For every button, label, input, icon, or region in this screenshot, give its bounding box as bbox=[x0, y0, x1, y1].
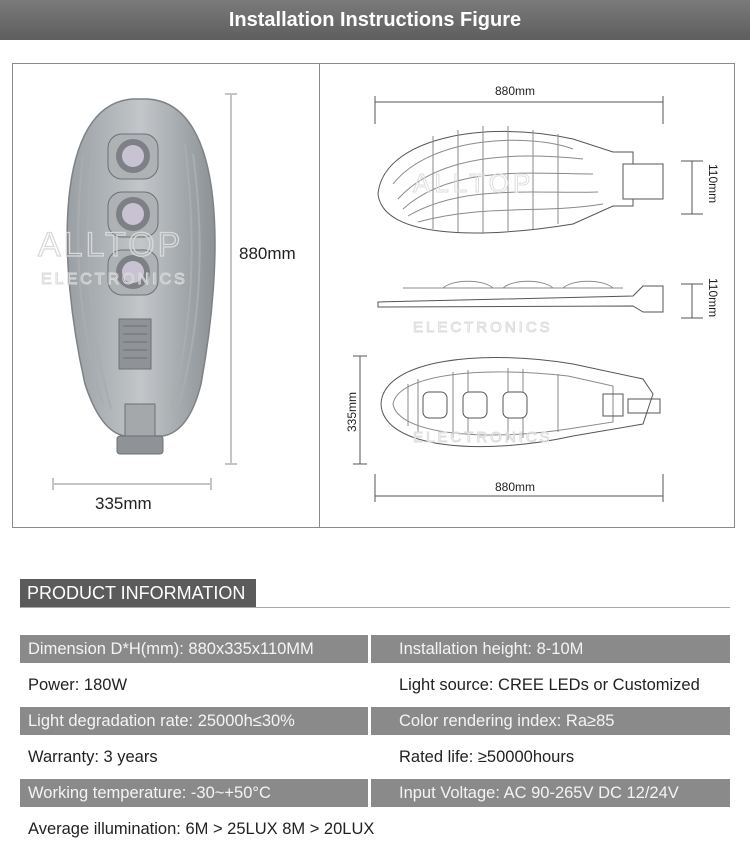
info-cell-left: Average illumination: 6M > 25LUX 8M > 20LUX bbox=[28, 819, 375, 838]
info-cell-right: Input Voltage: AC 90-265V DC 12/24V bbox=[371, 779, 730, 807]
svg-text:ELECTRONICS: ELECTRONICS bbox=[413, 429, 553, 446]
product-info-title: PRODUCT INFORMATION bbox=[20, 579, 256, 608]
info-row bbox=[20, 743, 730, 771]
svg-text:ALLTOP: ALLTOP bbox=[413, 168, 535, 198]
info-row bbox=[20, 635, 730, 663]
brand-watermark: ALLTOP bbox=[38, 226, 184, 264]
svg-text:ELECTRONICS: ELECTRONICS bbox=[413, 319, 553, 336]
top-height-label: 110mm bbox=[706, 164, 720, 204]
info-row bbox=[20, 707, 730, 735]
info-cell-left: Power: 180W bbox=[28, 675, 128, 694]
info-cell-left: Working temperature: -30~+50°C bbox=[20, 779, 368, 807]
bottom-width-label: 335mm bbox=[345, 391, 359, 432]
info-cell-left: Dimension D*H(mm): 880x335x110MM bbox=[20, 635, 368, 663]
info-row bbox=[20, 815, 730, 843]
page-banner bbox=[0, 0, 750, 40]
info-cell-left: Light degradation rate: 25000h≤30% bbox=[20, 707, 368, 735]
width-dimension-label: 335mm bbox=[95, 494, 152, 513]
installation-figure bbox=[12, 63, 735, 528]
info-cell-right: Light source: CREE LEDs or Customized bbox=[399, 675, 700, 694]
info-cell-right: Installation height: 8-10M bbox=[371, 635, 730, 663]
info-row bbox=[20, 671, 730, 699]
section-rule bbox=[20, 607, 730, 608]
banner-title: Installation Instructions Figure bbox=[228, 8, 522, 31]
info-cell-left: Warranty: 3 years bbox=[28, 747, 158, 766]
info-cell-right: Color rendering index: Ra≥85 bbox=[371, 707, 730, 735]
top-length-label: 880mm bbox=[495, 84, 536, 98]
height-dimension-label: 880mm bbox=[239, 244, 296, 263]
info-row bbox=[20, 779, 730, 807]
side-height-label: 110mm bbox=[706, 278, 720, 318]
info-cell-right: Rated life: ≥50000hours bbox=[399, 747, 575, 766]
brand-watermark-sub: ELECTRONICS bbox=[41, 271, 188, 288]
technical-drawings bbox=[13, 64, 736, 527]
bottom-length-label: 880mm bbox=[495, 480, 536, 494]
